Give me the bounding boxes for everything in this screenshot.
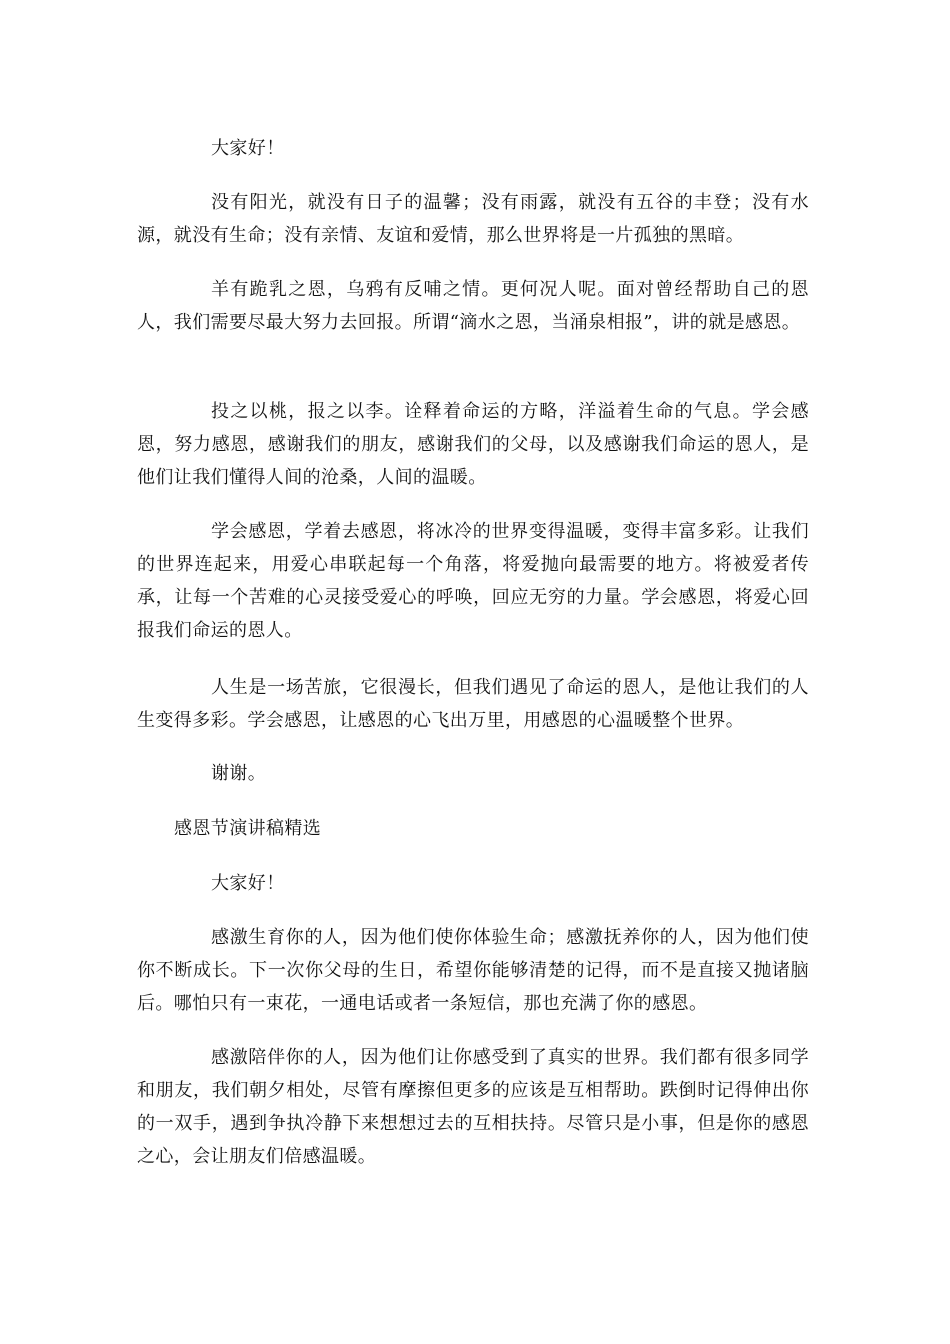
body-paragraph: 人生是一场苦旅，它很漫长，但我们遇见了命运的恩人，是他让我们的人生变得多彩。学会感恩，让感恩的心飞出万里，用感恩的心温暖整个世界。: [137, 677, 809, 731]
body-paragraph: 学会感恩，学着去感恩，将冰冷的世界变得温暖，变得丰富多彩。让我们的世界连起来，用爱心串联起每一个角落，将爱抛向最需要的地方。将被爱者传承，让每一个苦难的心灵接受爱心的呼唤，回应无穷的力量。学会感恩，将爱心回报我们命运的恩人。: [137, 521, 809, 641]
greeting-paragraph: 大家好！: [211, 138, 285, 159]
body-paragraph: 投之以桃，报之以李。诠释着命运的方略，洋溢着生命的气息。学会感恩，努力感恩，感谢我们的朋友，感谢我们的父母，以及感谢我们命运的恩人，是他们让我们懂得人间的沧桑，人间的温暖。: [137, 401, 809, 488]
body-paragraph: 羊有跪乳之恩，乌鸦有反哺之情。更何况人呢。面对曾经帮助自己的恩人，我们需要尽最大努力去回报。所谓“滴水之恩，当涌泉相报”，讲的就是感恩。: [137, 279, 809, 333]
greeting-paragraph: 大家好！: [211, 873, 285, 894]
body-paragraph: 没有阳光，就没有日子的温馨；没有雨露，就没有五谷的丰登；没有水源，就没有生命；没有亲情、友谊和爱情，那么世界将是一片孤独的黑暗。: [137, 192, 809, 246]
body-paragraph: 感激陪伴你的人，因为他们让你感受到了真实的世界。我们都有很多同学和朋友，我们朝夕相处，尽管有摩擦但更多的应该是互相帮助。跌倒时记得伸出你的一双手，遇到争执冷静下来想想过去的互相扶持。尽管只是小事，但是你的感恩之心，会让朋友们倍感温暖。: [137, 1047, 809, 1167]
section-title: 感恩节演讲稿精选: [174, 818, 322, 839]
body-paragraph: 感激生育你的人，因为他们使你体验生命；感激抚养你的人，因为他们使你不断成长。下一次你父母的生日，希望你能够清楚的记得，而不是直接又抛诸脑后。哪怕只有一束花，一通电话或者一条短信，那也充满了你的感恩。: [137, 927, 809, 1014]
closing-paragraph: 谢谢。: [211, 763, 267, 784]
